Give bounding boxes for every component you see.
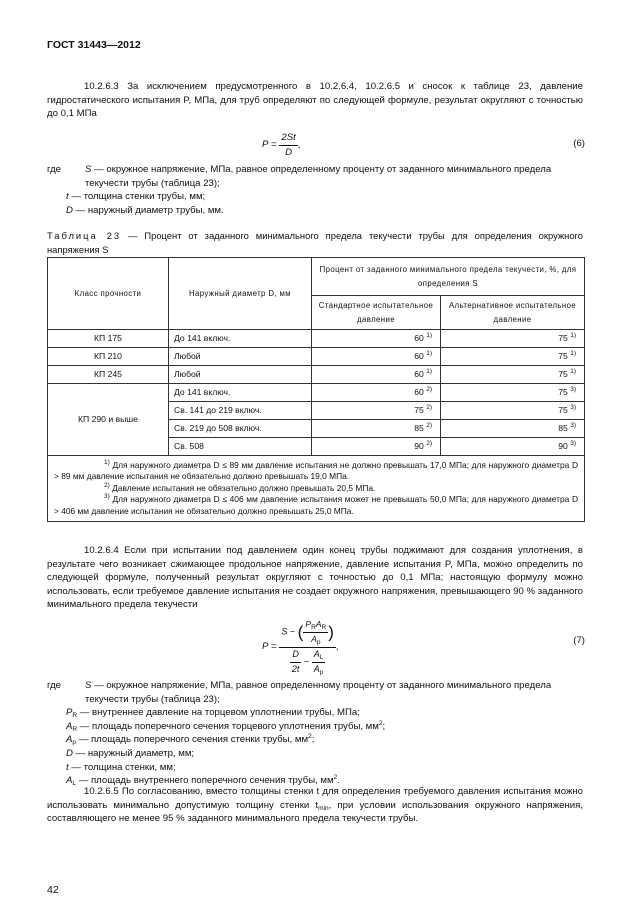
cell-alt: 85 $^{3)}$: [441, 420, 585, 438]
where-list-1: [47, 163, 583, 217]
col-header-diameter: Наружный диаметр D, мм: [169, 258, 312, 330]
cell-std: 75 $^{2)}$: [312, 402, 441, 420]
cell-diameter: Любой: [169, 348, 312, 366]
eq7-lhs: P: [262, 641, 269, 653]
where2-item: $A_R$ — площадь поперечного сечения торцевого уплотнения трубы, $мм^2$;: [66, 719, 386, 733]
cell-std: 90 $^{2)}$: [312, 438, 441, 456]
where2-item: $P_R$ — внутреннее давление на торцевом уплотнении трубы, МПа;: [66, 707, 360, 720]
standard-header: ГОСТ 31443—2012: [47, 39, 141, 51]
eq6-denominator: D: [285, 146, 293, 158]
table-row: [48, 366, 585, 384]
col-header-alternative: Альтернативное испытательное давление: [441, 296, 585, 330]
table-23-caption: [47, 229, 583, 256]
eq6-numerator: 2St: [279, 131, 297, 146]
where1-text: — наружный диаметр трубы, мм.: [75, 204, 224, 216]
where1-item-D: [47, 204, 583, 218]
cell-std: 85 $^{2)}$: [312, 420, 441, 438]
where2-item: D — наружный диаметр, мм;: [66, 747, 195, 759]
paragraph-10-2-6-3: 10.2.6.3 За исключением предусмотренного в 10.2.6.4, 10.2.6.5 и сносок к таблице 23, давление гидростатического испытания P, МПа, для труб определяют по следующей формуле, результат округляют с точностью до 0,1 МПа: [47, 81, 583, 120]
cell-std: 60 $^{1)}$: [312, 330, 441, 348]
cell-alt: 75 $^{1)}$: [441, 366, 585, 384]
where1-sym: t: [66, 191, 69, 203]
cell-diameter: Св. 219 до 508 включ.: [169, 420, 312, 438]
cell-diameter: Св. 141 до 219 включ.: [169, 402, 312, 420]
cell-diameter: Св. 508: [169, 438, 312, 456]
paragraph-10-2-6-5: 10.2.6.5 По согласованию, вместо толщины стенки t для определения требуемого давления испытания можно использовать минимально допустимую толщину стенки $t_{min}$, при условии использования окружного напряжения, составляющего не менее 95 % заданного минимального предела текучести трубы.: [47, 786, 583, 825]
table-footnotes-row: [48, 456, 585, 522]
cell-std: 60 $^{1)}$: [312, 348, 441, 366]
where1-sym: S: [85, 164, 92, 175]
eq6-number: (6): [573, 138, 585, 149]
col-header-standard: Стандартное испытательное давление: [312, 296, 441, 330]
where-list-2: [47, 679, 583, 788]
where1-item-S: [47, 163, 583, 190]
cell-alt: 75 $^{1)}$: [441, 348, 585, 366]
where1-text: — толщина стенки трубы, мм;: [71, 191, 206, 203]
eq7-number: (7): [573, 635, 585, 646]
footnote-2: $^{2)}$ Давление испытания не обязательно должно превышать 20,5 МПа.: [104, 481, 376, 493]
where2-item: $A_p$ — площадь поперечного сечения стенки трубы, $мм^2$;: [66, 733, 315, 747]
cell-alt: 75 $^{1)}$: [441, 330, 585, 348]
eq7-main-fraction: S − ( $\frac{P_RA_R}{A_p}$ ) $\frac{D}{2t}$ − $\frac{A_L}{A_p}$: [281, 619, 334, 676]
table-caption-label: Таблица 23: [47, 230, 122, 241]
where1-lead: где: [47, 164, 62, 175]
cell-alt: 75 $^{3)}$: [441, 384, 585, 402]
eq6-op: =: [271, 139, 277, 151]
col-header-percent: Процент от заданного минимального предела текучести, %, для определения S: [312, 258, 585, 296]
table-caption-text: — Процент от заданного минимального предела текучести трубы для определения окружного напряжения S: [47, 230, 583, 255]
table-23: [47, 257, 585, 522]
cell-std: 60 $^{1)}$: [312, 366, 441, 384]
where2-item: $A_L$ — площадь внутреннего поперечного сечения трубы, $мм^2$.: [66, 774, 340, 788]
equation-6: [262, 131, 585, 159]
cell-class: КП 175: [48, 330, 169, 348]
page-number: 42: [47, 884, 59, 896]
paragraph-10-2-6-4: 10.2.6.4 Если при испытании под давлением один конец трубы поджимают для создания уплотнения, в результате чего возникает сжимающее продольное напряжение, давление испытания P, МПа, можно определить по следующей формуле, полученный результат округляют с точностью до 0,1 МПа; настоящую формулу можно использовать, если требуемое давление испытания не создает окружного напряжения, превышающего 90 % заданного минимального предела текучести: [47, 545, 583, 611]
table-row: [48, 330, 585, 348]
where1-text: — окружное напряжение, МПа, равное определенному проценту от заданного минимального предела текучести трубы (таблица 23);: [85, 164, 552, 189]
table-row: [48, 384, 585, 402]
where1-item-t: [47, 190, 583, 204]
cell-std: 60 $^{2)}$: [312, 384, 441, 402]
footnote-1: $^{1)}$ Для наружного диаметра D ≤ 89 мм давление испытания не должно превышать 17,0 МПа; для наружного диаметра D > 89 мм давление испытания не обязательно должно превышать 19,0 МПа.: [54, 459, 578, 482]
cell-diameter: Любой: [169, 366, 312, 384]
cell-alt: 90 $^{3)}$: [441, 438, 585, 456]
table-footnotes: [48, 456, 585, 522]
footnote-3: $^{3)}$ Для наружного диаметра D ≤ 406 мм давление испытания может не превышать 50,0 МПа; для наружного диаметра D > 406 мм давление испытания не обязательно должно превышать 25,0 МПа.: [54, 493, 579, 516]
table-row: [48, 348, 585, 366]
eq6-lhs: P: [262, 139, 269, 151]
cell-class: КП 245: [48, 366, 169, 384]
cell-diameter: До 141 включ.: [169, 384, 312, 402]
where2-item-S: где S — окружное напряжение, МПа, равное определенному проценту от заданного минимального предела текучести трубы (таблица 23);: [47, 680, 552, 705]
cell-diameter: До 141 включ.: [169, 330, 312, 348]
equation-7: P = S − ( $\frac{P_RA_R}{A_p}$ ) $\frac{D}{2t}$ − $\frac{A_L}{A_p}$ , (7): [262, 619, 585, 676]
where2-item: t — толщина стенки, мм;: [66, 761, 176, 773]
where1-sym: D: [66, 204, 73, 216]
cell-alt: 75 $^{3)}$: [441, 402, 585, 420]
cell-class: КП 210: [48, 348, 169, 366]
col-header-class: Класс прочности: [48, 258, 169, 330]
cell-class-group: КП 290 и выше: [48, 384, 169, 456]
eq6-tail: ,: [297, 139, 301, 151]
